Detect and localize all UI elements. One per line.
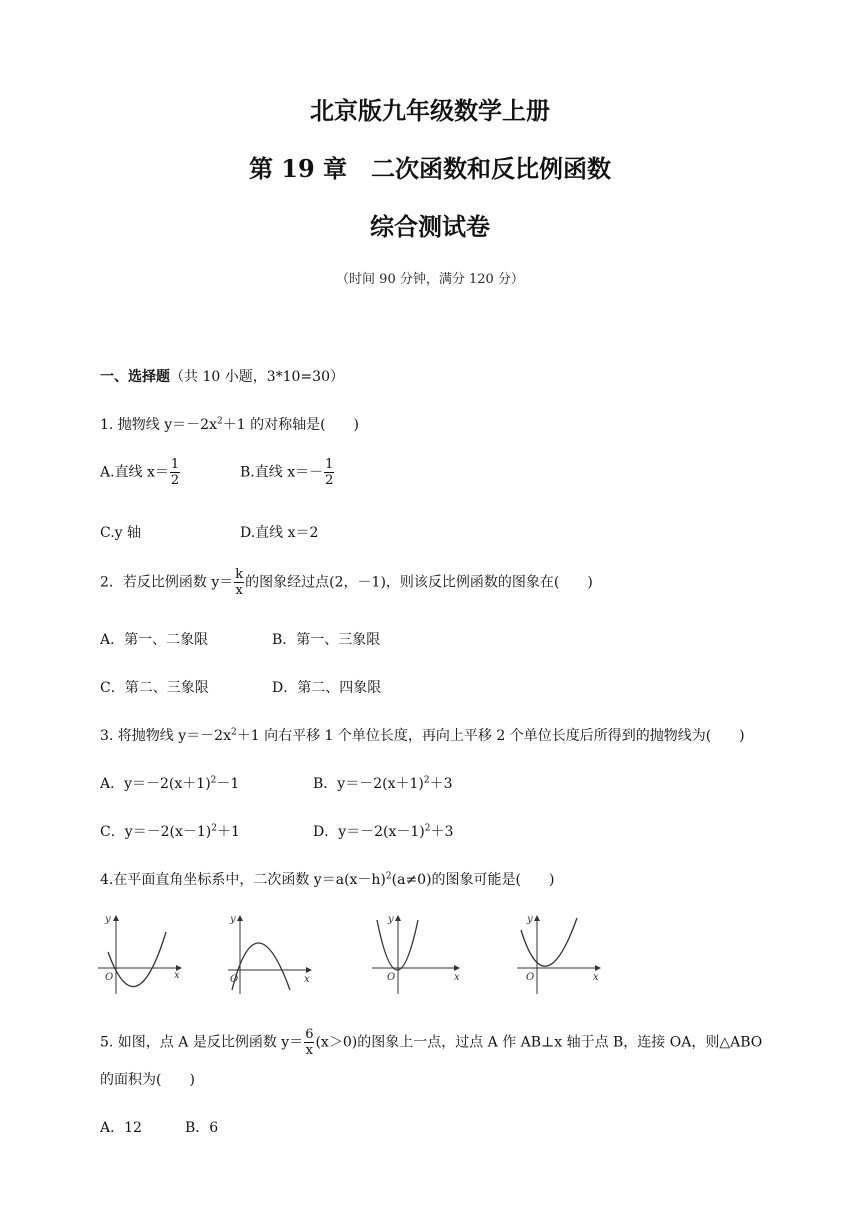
section-note: （共 10 小题，3*10=30）: [170, 369, 344, 385]
q3-option-c: [100, 821, 240, 841]
q5-stem-end: (x＞0)的图象上一点，过点 A 作 AB⊥x 轴于点 B，连接 OA，则△ABO: [315, 1034, 763, 1051]
fraction-denominator: x: [235, 583, 243, 598]
parabola: [108, 932, 166, 987]
q3-option-a: [100, 773, 239, 793]
chapter-title: 第 19 章 二次函数和反比例函数: [248, 154, 612, 183]
fraction-denominator: 2: [325, 473, 334, 488]
origin-label: O: [230, 974, 239, 985]
y-axis-label: y: [527, 914, 533, 925]
q3-option-a-sup: 2: [210, 775, 217, 786]
q1-stem-end: ＋1 的对称轴是( ): [222, 417, 359, 433]
y-axis-arrow: [534, 915, 540, 921]
y-axis-label: y: [105, 914, 111, 925]
q3-stem-end: ＋1 向右平移 1 个单位长度，再向上平移 2 个单位长度后所得到的抛物线为( ): [236, 728, 745, 744]
x-axis-arrow: [595, 965, 601, 971]
fraction-numerator: 6: [305, 1027, 314, 1042]
q2-fraction: [234, 568, 244, 597]
q2-option-c: C．第二、三象限: [100, 680, 209, 696]
q4-graph-b: [224, 910, 324, 998]
x-axis-arrow: [454, 965, 460, 971]
q4-graph-d: [513, 910, 613, 998]
x-axis-label: x: [304, 974, 310, 985]
q2-stem: 2．若反比例函数 y＝: [100, 574, 234, 591]
test-title: 综合测试卷: [370, 212, 490, 241]
q3-option-c-end: ＋1: [217, 824, 240, 840]
q2-option-a: A．第一、二象限: [100, 632, 209, 648]
q3-option-c-text: C．y＝－2(x－1): [100, 824, 212, 840]
q4-stem: 4.在平面直角坐标系中，二次函数 y＝a(x－h): [100, 872, 386, 888]
q1-sup: 2: [216, 416, 223, 427]
time-info: （时间 90 分钟，满分 120 分）: [336, 272, 524, 287]
q4-stem-end: (a≠0)的图象可能是( ): [391, 872, 555, 888]
x-axis-label: x: [593, 972, 599, 983]
q5-stem: 5. 如图，点 A 是反比例函数 y＝: [100, 1034, 304, 1051]
q4-graph-c: [368, 910, 468, 998]
x-axis-arrow: [306, 967, 312, 973]
y-axis-arrow: [395, 915, 401, 921]
q5-fraction: [304, 1028, 314, 1057]
section-heading: [100, 366, 344, 386]
q3-option-d-text: D．y＝－2(x－1): [313, 824, 425, 840]
question-2: [100, 568, 593, 597]
q1-stem: 1. 抛物线 y＝－2x: [100, 417, 217, 433]
section-title: 一、选择题: [100, 369, 170, 385]
q3-stem: 3. 将抛物线 y＝－2x: [100, 728, 231, 744]
y-axis-arrow: [237, 915, 243, 921]
q2-option-d: D．第二、四象限: [272, 680, 382, 696]
q1-fraction-b: [324, 458, 334, 487]
q3-option-b-sup: 2: [423, 775, 430, 786]
q3-option-d: [313, 821, 453, 841]
q1-option-b: [240, 458, 335, 487]
y-axis-arrow: [113, 915, 119, 921]
q5-option-b: B．6: [185, 1120, 219, 1136]
q3-option-d-sup: 2: [424, 823, 431, 834]
question-1: [100, 414, 359, 434]
q3-option-b-end: ＋3: [429, 776, 453, 792]
x-axis-label: x: [174, 970, 180, 981]
q5-option-a: A．12: [100, 1120, 142, 1136]
q3-option-c-sup: 2: [211, 823, 217, 834]
q1-option-c: C.y 轴: [100, 525, 142, 541]
q4-graph-a: [94, 910, 194, 998]
q1-option-a-text: A.直线 x＝: [100, 464, 169, 481]
q3-option-b: [313, 773, 453, 793]
q1-option-d: D.直线 x＝2: [240, 525, 319, 541]
origin-label: O: [105, 972, 114, 983]
q4-sup: 2: [385, 871, 392, 882]
y-axis-label: y: [230, 914, 236, 925]
y-axis-label: y: [388, 914, 394, 925]
q3-option-d-end: ＋3: [430, 824, 454, 840]
x-axis-label: x: [454, 972, 460, 983]
parabola: [232, 943, 290, 990]
q5-stem-continued: 的面积为( ): [100, 1072, 195, 1088]
fraction-numerator: 1: [325, 457, 334, 472]
fraction-denominator: 2: [170, 473, 180, 488]
q3-option-b-text: B．y＝－2(x＋1): [313, 776, 424, 792]
q1-fraction-a: [170, 458, 180, 487]
q1-option-b-text: B.直线 x＝－: [240, 464, 324, 481]
q3-sup: 2: [230, 727, 237, 738]
fraction-denominator: x: [305, 1043, 313, 1058]
q1-option-a: [100, 458, 181, 487]
fraction-numerator: 1: [170, 457, 180, 472]
origin-label: O: [387, 972, 396, 983]
q2-stem-end: 的图象经过点(2，－1)，则该反比例函数的图象在( ): [245, 574, 593, 591]
document-title: 北京版九年级数学上册: [310, 96, 550, 125]
q3-option-a-end: －1: [216, 776, 240, 792]
question-5: [100, 1028, 762, 1057]
fraction-numerator: k: [235, 567, 244, 582]
q2-option-b: B．第一、三象限: [272, 632, 381, 648]
parabola: [521, 918, 577, 966]
q3-option-a-text: A．y＝－2(x＋1): [100, 776, 211, 792]
question-3: [100, 725, 745, 745]
origin-label: O: [526, 972, 535, 983]
question-4: [100, 869, 554, 889]
